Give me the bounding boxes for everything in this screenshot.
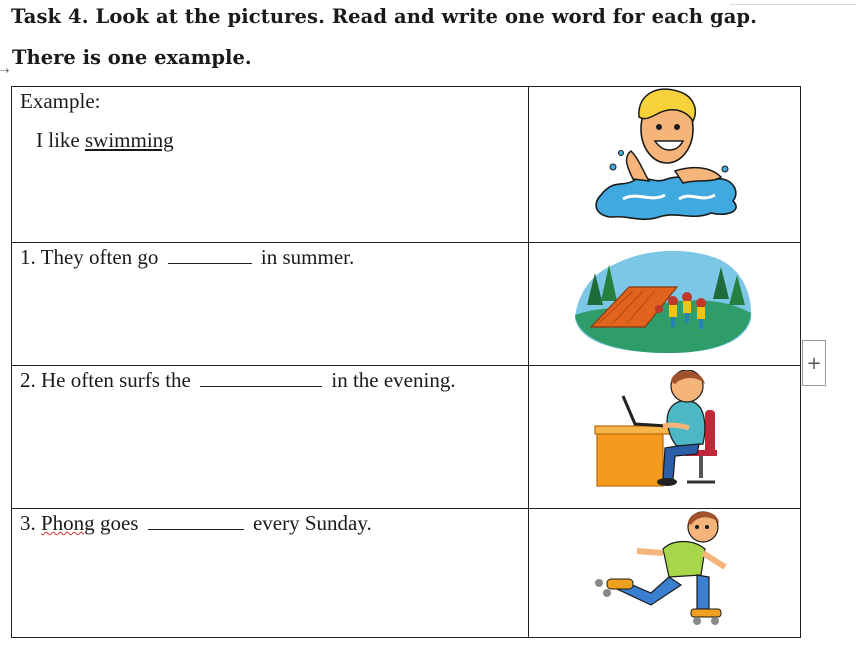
question-before-text: goes <box>99 511 139 535</box>
question-number: 2. <box>20 368 36 392</box>
question-after-text: in the evening. <box>331 368 456 392</box>
swimming-boy-icon <box>593 87 743 239</box>
question-number: 1. <box>20 245 36 269</box>
example-sentence <box>36 128 520 153</box>
camping-icon <box>573 243 755 355</box>
example-prefix: I like <box>36 128 85 152</box>
question-after-text: every Sunday. <box>252 511 372 535</box>
question-1-text-cell[interactable] <box>12 243 529 366</box>
table-row <box>12 243 801 366</box>
add-row-button[interactable]: + <box>802 340 826 386</box>
table-row <box>12 509 801 638</box>
question-2-text-cell[interactable] <box>12 366 529 509</box>
example-picture-cell[interactable] <box>529 87 801 243</box>
task-title: Task 4. Look at the pictures. Read and write one word for each gap. <box>11 5 758 28</box>
example-text-cell[interactable] <box>12 87 529 243</box>
exercise-table <box>11 86 801 638</box>
table-row <box>12 366 801 509</box>
question-before-text: They often go <box>40 245 159 269</box>
answer-gap[interactable] <box>200 370 322 387</box>
question-3-picture-cell[interactable] <box>529 509 801 638</box>
answer-gap[interactable] <box>168 247 252 264</box>
skating-boy-icon <box>593 509 733 633</box>
question-number: 3. <box>20 511 36 535</box>
question-before-text: He often surfs the <box>41 368 191 392</box>
question-after-text: in summer. <box>260 245 355 269</box>
table-move-handle-icon[interactable]: ⇢ <box>0 64 10 77</box>
task-subtitle: There is one example. <box>12 46 252 69</box>
answer-gap[interactable] <box>148 513 244 530</box>
question-1-picture-cell[interactable] <box>529 243 801 366</box>
question-2-picture-cell[interactable] <box>529 366 801 509</box>
table-row <box>12 87 801 243</box>
example-answer: swimming <box>84 128 174 152</box>
example-label: Example: <box>20 89 101 113</box>
computer-boy-icon <box>593 370 725 492</box>
question-3-text-cell[interactable] <box>12 509 529 638</box>
misspelled-word: Phong <box>41 511 95 535</box>
